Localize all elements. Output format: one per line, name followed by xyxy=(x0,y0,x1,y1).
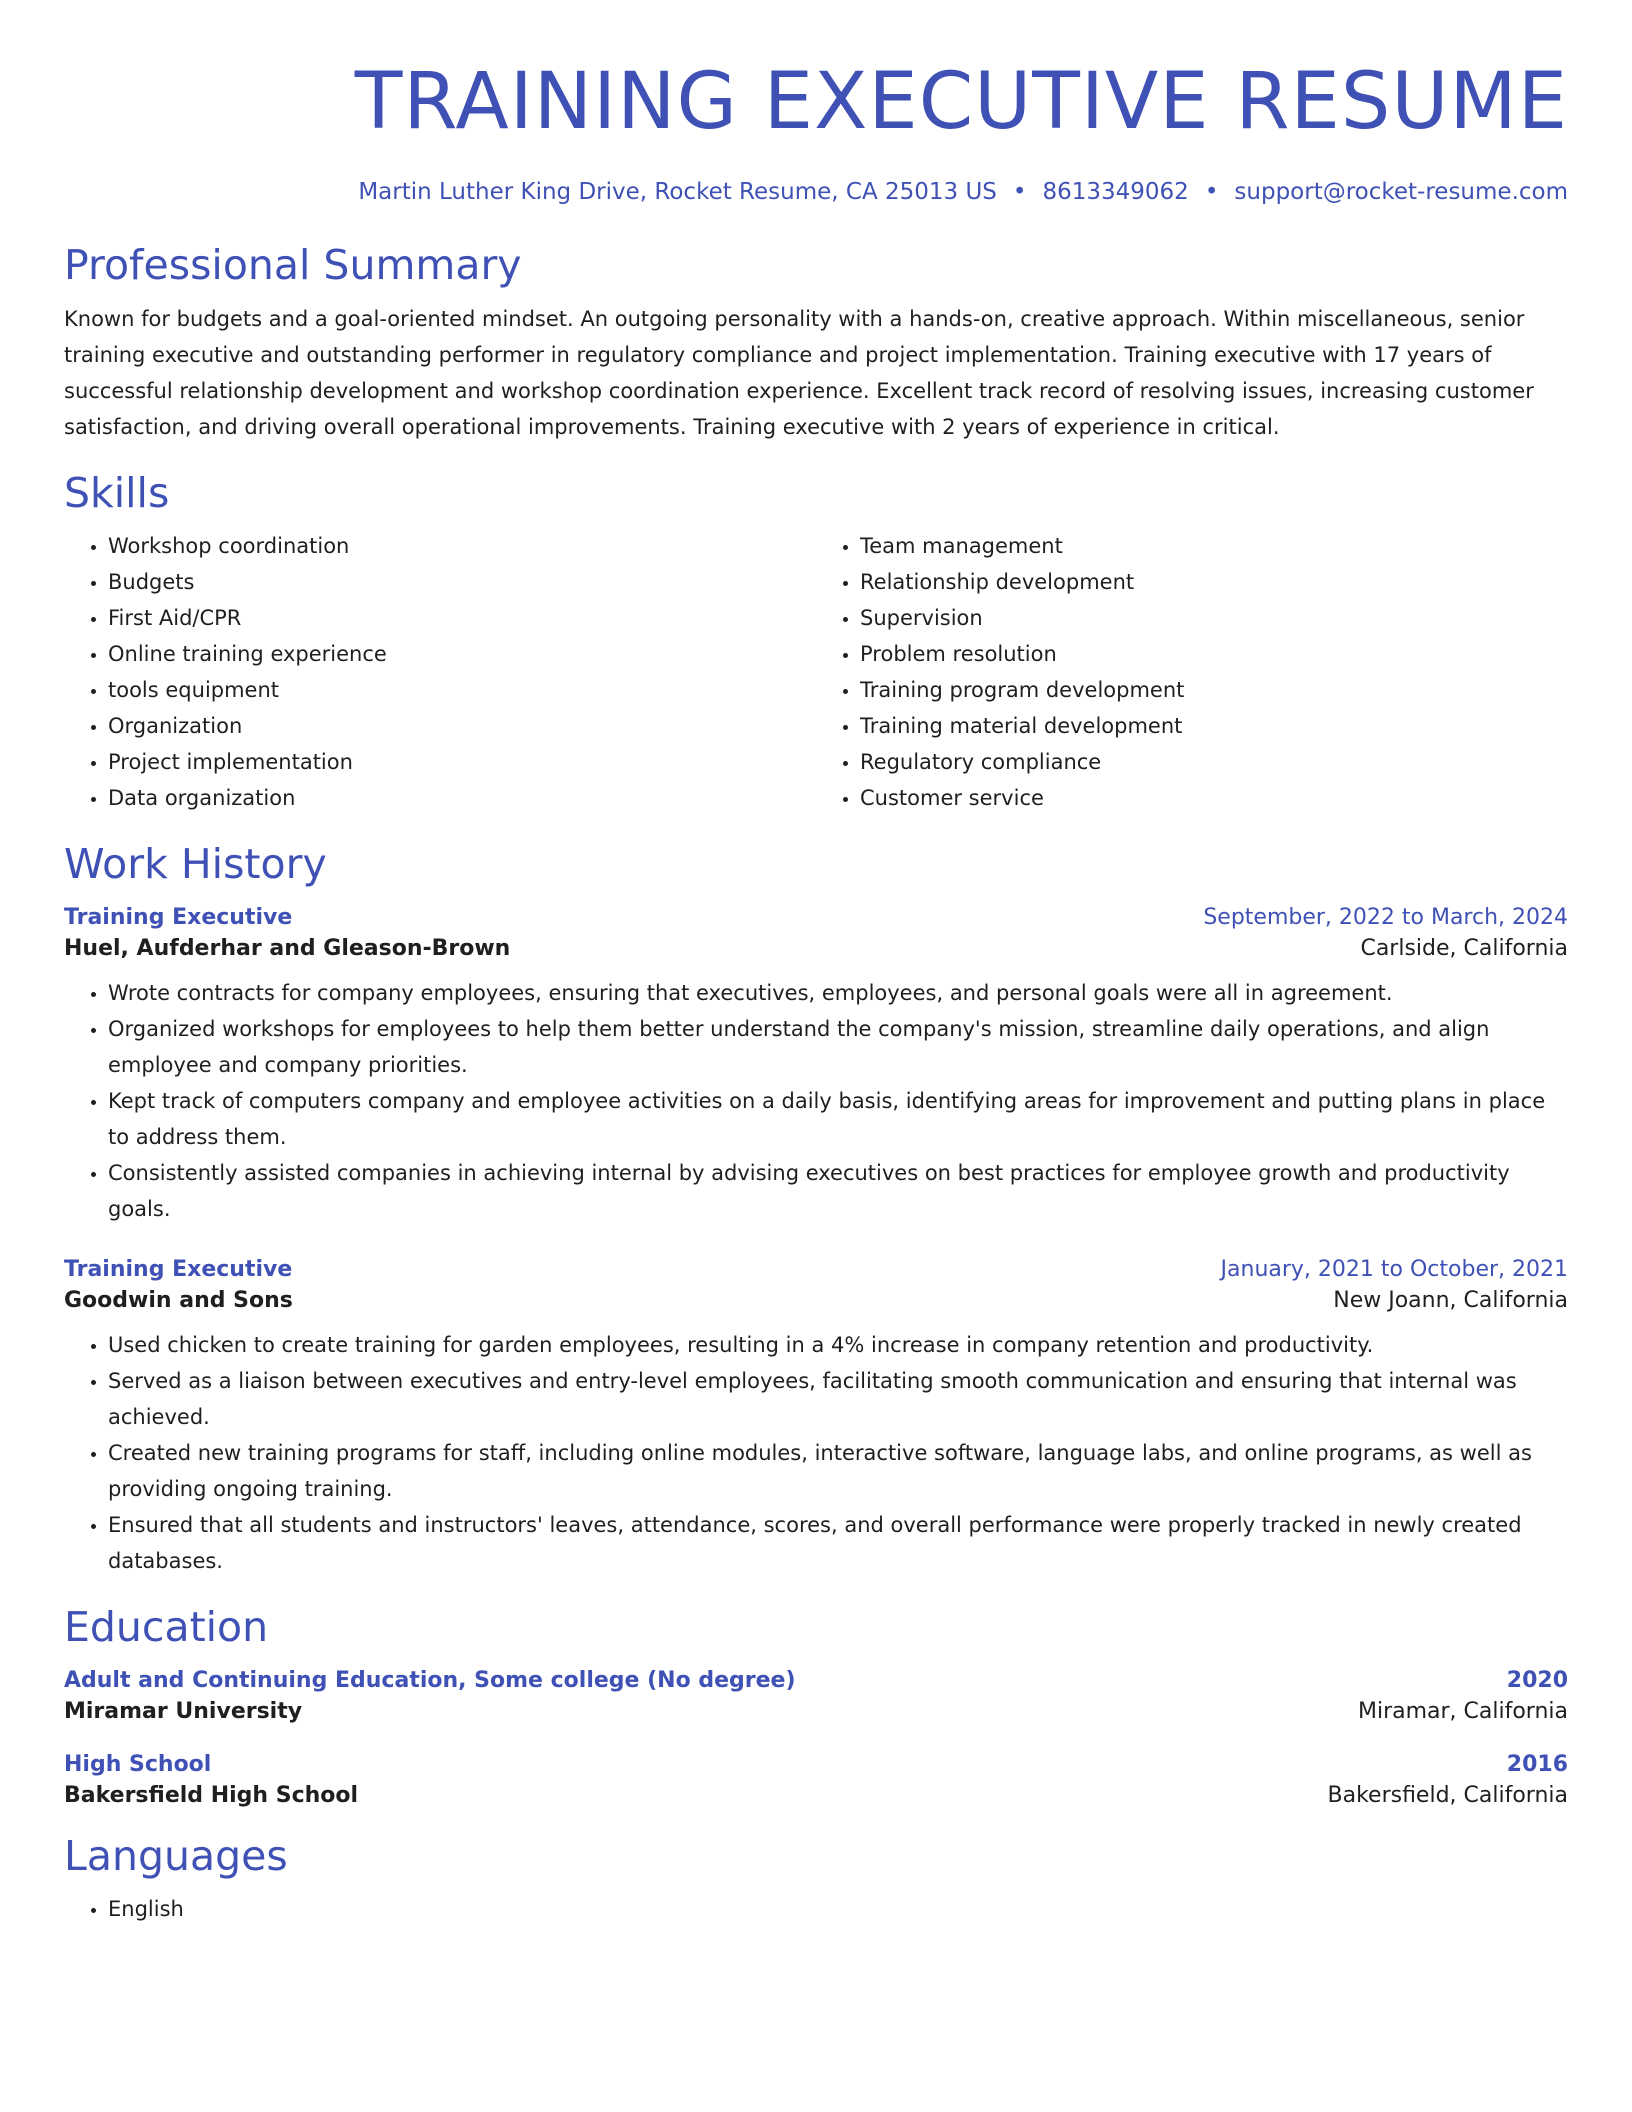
job-bullet: • Used chicken to create training for garden employees, resulting in a 4% increase in company retention and productivity. xyxy=(108,1327,1568,1363)
job-bullet: • Kept track of computers company and employee activities on a daily basis, identifying areas for improvement and putting plans in place to address them. xyxy=(108,1083,1568,1155)
skill-item: • Organization xyxy=(108,708,816,744)
skill-item: • Regulatory compliance xyxy=(860,744,1568,780)
job-bullet: • Ensured that all students and instructors' leaves, attendance, scores, and overall performance were properly tracked in newly created databases. xyxy=(108,1507,1568,1579)
job-subheader xyxy=(64,936,1568,961)
contact-phone: 8613349062 xyxy=(1042,179,1189,205)
skill-item: • Problem resolution xyxy=(860,636,1568,672)
job-location: Carlside, California xyxy=(1360,936,1568,961)
job-title: Training Executive xyxy=(64,905,293,930)
contact-address: Martin Luther King Drive, Rocket Resume, CA 25013 US xyxy=(358,179,997,205)
education-school: Miramar University xyxy=(64,1699,303,1724)
skill-item: • Training program development xyxy=(860,672,1568,708)
contact-separator: • xyxy=(1012,179,1027,205)
skill-item: • tools equipment xyxy=(108,672,816,708)
education-entry xyxy=(64,1668,1568,1724)
job-bullet: • Consistently assisted companies in achieving internal by advising executives on best practices for employee growth and productivity goals. xyxy=(108,1155,1568,1227)
skill-item: • Data organization xyxy=(108,780,816,816)
skills-heading: Skills xyxy=(64,469,170,517)
education-year: 2020 xyxy=(1506,1668,1568,1693)
work-heading: Work History xyxy=(64,840,327,888)
education-location: Bakersfield, California xyxy=(1327,1783,1568,1808)
job-location: New Joann, California xyxy=(1333,1288,1568,1313)
job-company: Huel, Aufderhar and Gleason-Brown xyxy=(64,936,511,961)
job-company: Goodwin and Sons xyxy=(64,1288,293,1313)
education-school: Bakersfield High School xyxy=(64,1783,359,1808)
job-header xyxy=(64,1257,1568,1282)
skill-item: • Workshop coordination xyxy=(108,528,816,564)
skill-item: • Project implementation xyxy=(108,744,816,780)
job-bullet: • Served as a liaison between executives and entry-level employees, facilitating smooth communication and ensuring that internal was achieved. xyxy=(108,1363,1568,1435)
education-header xyxy=(64,1752,1568,1777)
job-subheader xyxy=(64,1288,1568,1313)
skills-list-right xyxy=(816,528,1568,816)
job-entry xyxy=(64,905,1568,1227)
job-bullet: • Wrote contracts for company employees, ensuring that executives, employees, and personal goals were all in agreement. xyxy=(108,975,1568,1011)
skill-item: • First Aid/CPR xyxy=(108,600,816,636)
skill-item: • Budgets xyxy=(108,564,816,600)
job-bullet: • Organized workshops for employees to help them better understand the company's mission, streamline daily operations, and align employee and company priorities. xyxy=(108,1011,1568,1083)
education-year: 2016 xyxy=(1506,1752,1568,1777)
education-header xyxy=(64,1668,1568,1693)
education-degree: High School xyxy=(64,1752,212,1777)
job-dates: September, 2022 to March, 2024 xyxy=(1203,905,1568,930)
contact-line xyxy=(64,181,1568,204)
skill-item: • Supervision xyxy=(860,600,1568,636)
education-subheader xyxy=(64,1783,1568,1808)
job-dates: January, 2021 to October, 2021 xyxy=(1220,1257,1568,1282)
languages-heading: Languages xyxy=(64,1832,288,1880)
skills-columns xyxy=(64,528,1568,816)
job-title: Training Executive xyxy=(64,1257,293,1282)
contact-separator: • xyxy=(1204,179,1219,205)
skill-item: • Customer service xyxy=(860,780,1568,816)
education-entry xyxy=(64,1752,1568,1808)
skill-item: • Training material development xyxy=(860,708,1568,744)
skill-item: • Online training experience xyxy=(108,636,816,672)
summary-text: Known for budgets and a goal-oriented mindset. An outgoing personality with a hands-on, creative approach. Within miscellaneous, senior training executive and outstanding performer in regulatory compliance and project implementation. Training executive with 17 years of successful relationship development and workshop coordination experience. Excellent track record of resolving issues, increasing customer satisfaction, and driving overall operational improvements. Training executive with 2 years of experience in critical. xyxy=(64,307,1534,439)
languages-list xyxy=(64,1891,1568,1927)
job-bullets xyxy=(64,975,1568,1227)
education-subheader xyxy=(64,1699,1568,1724)
summary-heading: Professional Summary xyxy=(64,241,522,289)
contact-email[interactable]: support@rocket-resume.com xyxy=(1234,179,1568,205)
education-degree: Adult and Continuing Education, Some college (No degree) xyxy=(64,1668,796,1693)
skill-item: • Team management xyxy=(860,528,1568,564)
skills-list-left xyxy=(64,528,816,816)
job-header xyxy=(64,905,1568,930)
job-bullet: • Created new training programs for staff, including online modules, interactive software, language labs, and online programs, as well as providing ongoing training. xyxy=(108,1435,1568,1507)
resume-title: TRAINING EXECUTIVE RESUME xyxy=(354,57,1568,147)
job-bullets xyxy=(64,1327,1568,1579)
skill-item: • Relationship development xyxy=(860,564,1568,600)
job-entry xyxy=(64,1257,1568,1579)
education-location: Miramar, California xyxy=(1357,1699,1568,1724)
education-heading: Education xyxy=(64,1603,269,1651)
language-item: • English xyxy=(108,1891,1568,1927)
